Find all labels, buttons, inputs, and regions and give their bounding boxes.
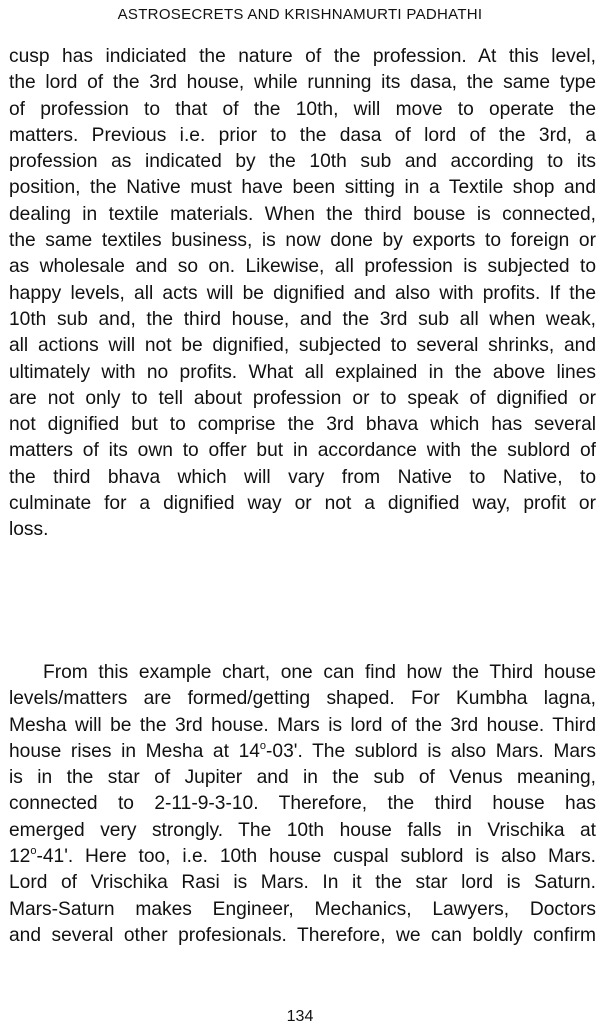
text-line: emerged very strongly. The 10th house falls in Vrischika at (9, 819, 596, 841)
text-line: ultimately with no profits. What all explained in the above lines (9, 361, 596, 383)
degree-symbol: o (30, 844, 37, 857)
text-line-with-degree (9, 739, 596, 765)
text-line: dealing in textile materials. When the third bouse is connected, (9, 203, 596, 225)
text-line: and several other profesionals. Therefore, we can boldly confirm (9, 924, 596, 946)
text-line: Mars-Saturn makes Engineer, Mechanics, Lawyers, Doctors (9, 898, 596, 920)
text-line: matters. Previous i.e. prior to the dasa of lord of the 3rd, a (9, 124, 596, 146)
text-line: 10th sub and, the third house, and the 3rd sub all when weak, (9, 308, 596, 330)
text-line: culminate for a dignified way or not a dignified way, profit or (9, 493, 596, 515)
text-line: Lord of Vrischika Rasi is Mars. In it the star lord is Saturn. (9, 872, 596, 894)
text-segment: house rises in Mesha at 14 (9, 740, 260, 762)
running-head: ASTROSECRETS AND KRISHNAMURTI PADHATHI (117, 6, 483, 23)
text-line: the third bhava which will vary from Native to Native, to (9, 466, 596, 488)
text-segment: 12 (9, 846, 31, 868)
text-line: is in the star of Jupiter and in the sub of Venus meaning, (9, 767, 596, 789)
text-line: as wholesale and so on. Likewise, all profession is subjected to (9, 256, 596, 278)
text-line: of profession to that of the 10th, will move to operate the (9, 98, 596, 120)
page-number: 134 (286, 1008, 314, 1025)
text-line: connected to 2-11-9-3-10. Therefore, the third house has (9, 793, 596, 815)
text-line: all actions will not be dignified, subjected to several shrinks, and (9, 335, 596, 357)
text-line: not dignified but to comprise the 3rd bhava which has several (9, 414, 596, 436)
text-line: position, the Native must have been sitting in a Textile shop and (9, 177, 596, 199)
paragraph-2 (9, 660, 596, 949)
text-line: happy levels, all acts will be dignified and also with profits. If the (9, 282, 596, 304)
text-line: loss. (9, 519, 49, 541)
text-line: matters of its own to offer but in accordance with the sublord of (9, 440, 596, 462)
paragraph-1 (9, 44, 596, 544)
text-segment: -03'. The sublord is also Mars. Mars (266, 740, 596, 762)
degree-symbol: o (259, 739, 267, 752)
text-line: profession as indicated by the 10th sub and according to its (9, 151, 596, 173)
text-line: are not only to tell about profession or to speak of dignified or (9, 387, 596, 409)
text-line: the same textiles business, is now done by exports to foreign or (9, 230, 596, 252)
text-line-with-degree (9, 844, 596, 870)
text-line: Mesha will be the 3rd house. Mars is lord of the 3rd house. Third (9, 714, 596, 736)
text-line: levels/matters are formed/getting shaped. For Kumbha lagna, (9, 688, 596, 710)
text-line: the lord of the 3rd house, while running its dasa, the same type (9, 72, 596, 94)
text-segment: -41'. Here too, i.e. 10th house cuspal sublord is also Mars. (36, 846, 596, 868)
text-line: From this example chart, one can find how the Third house (43, 662, 596, 683)
text-line: cusp has indiciated the nature of the profession. At this level, (9, 46, 596, 67)
